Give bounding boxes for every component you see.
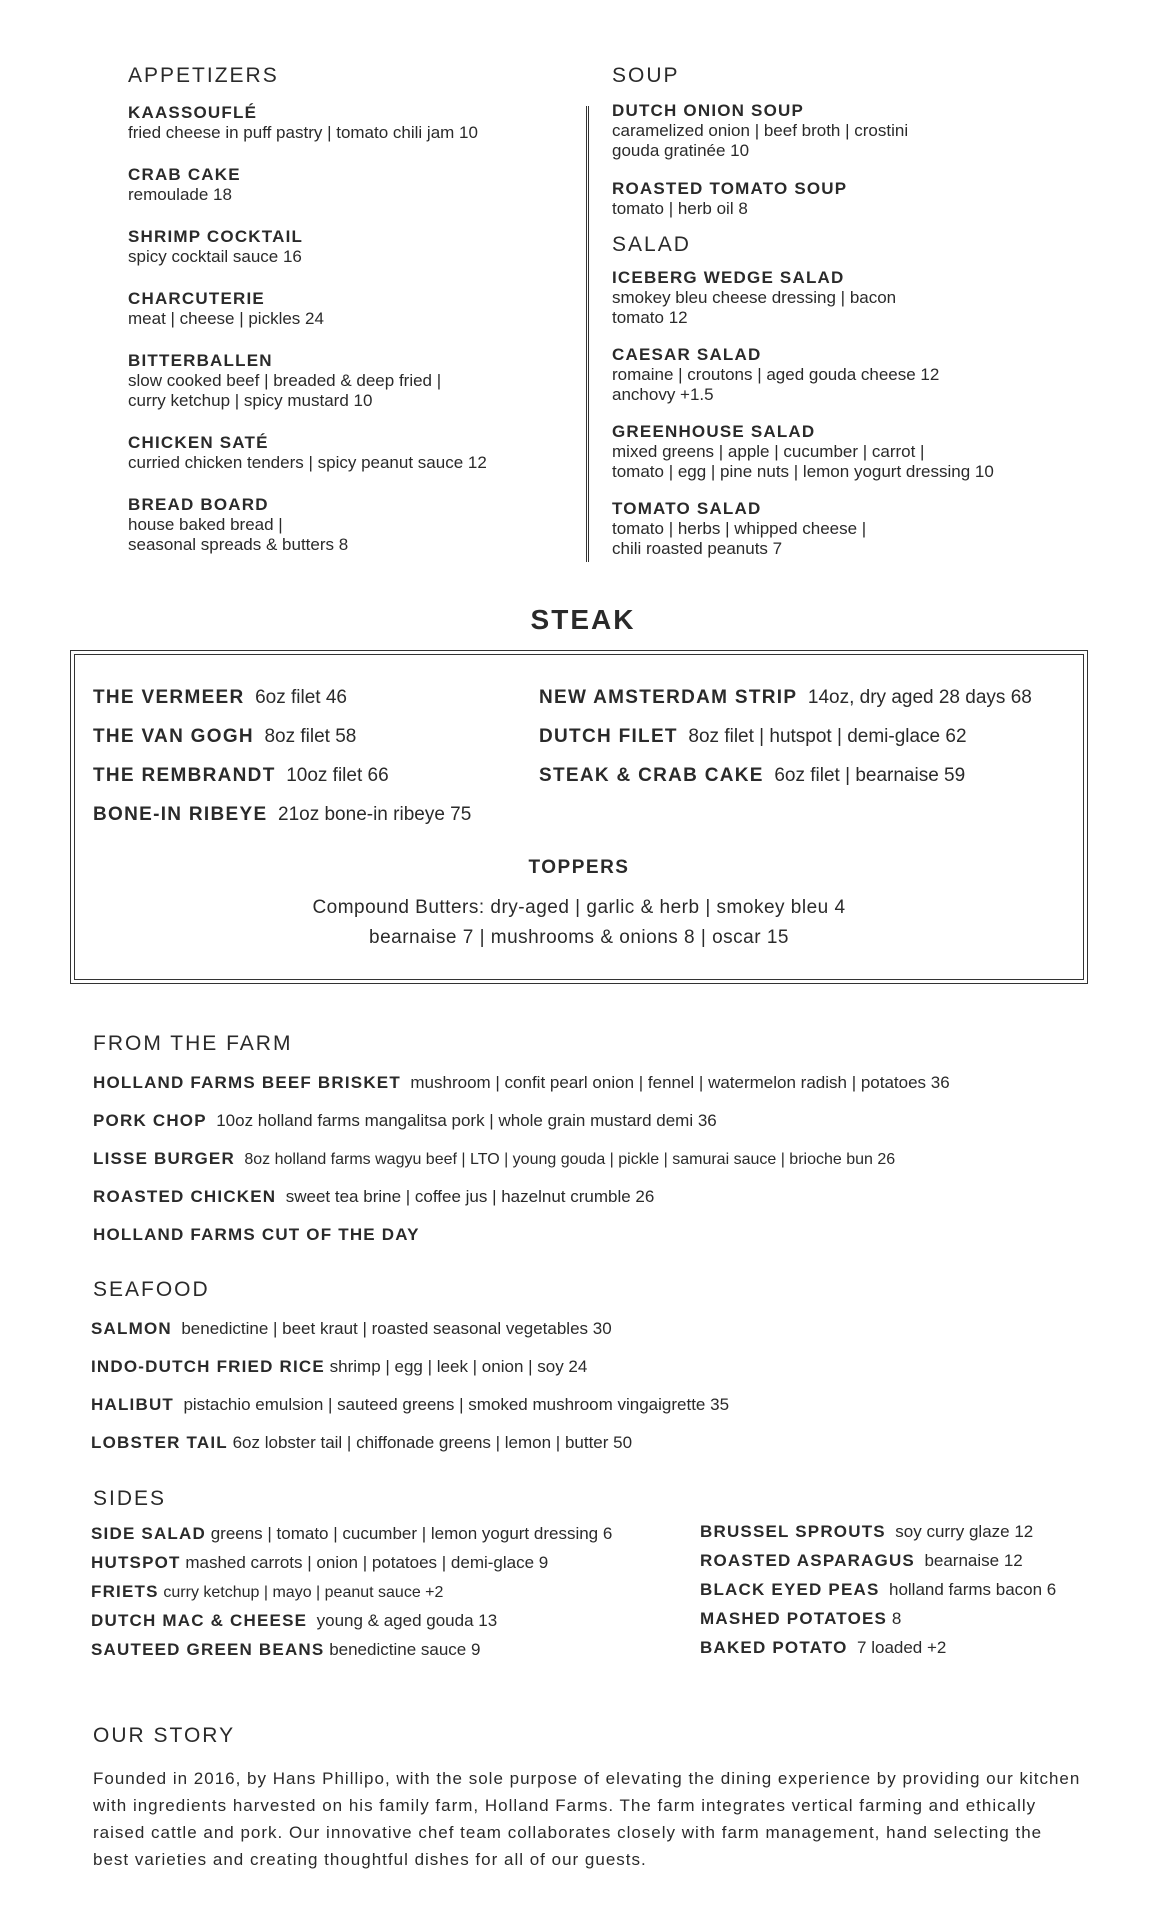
item-desc: slow cooked beef | breaded & deep fried |	[128, 371, 442, 390]
item-desc: 8oz filet | hutspot | demi-glace 62	[688, 726, 967, 747]
item-desc: greens | tomato | cucumber | lemon yogurt dressing 6	[210, 1524, 613, 1543]
item-name: LISSE BURGER	[93, 1149, 235, 1168]
toppers-line: Compound Butters: dry-aged | garlic & herb | smokey bleu 4	[312, 897, 846, 918]
item-desc: romaine | croutons | aged gouda cheese 12	[612, 365, 940, 384]
item-desc: tomato 12	[612, 308, 688, 327]
item-desc: caramelized onion | beef broth | crostini	[612, 121, 909, 140]
side-item	[700, 1609, 901, 1629]
item-name: NEW AMSTERDAM STRIP	[539, 687, 798, 708]
item-desc: tomato | egg | pine nuts | lemon yogurt dressing 10	[612, 462, 994, 481]
steak-item	[93, 687, 347, 709]
sides-heading: SIDES	[93, 1487, 167, 1510]
steak-item	[539, 765, 965, 787]
item-name: BITTERBALLEN	[128, 351, 273, 370]
item-name: DUTCH ONION SOUP	[612, 101, 805, 120]
item-desc: gouda gratinée 10	[612, 141, 750, 160]
item-desc: spicy cocktail sauce 16	[128, 247, 302, 266]
seafood-item	[91, 1319, 612, 1339]
side-item	[700, 1638, 946, 1658]
salad-heading: SALAD	[612, 233, 691, 256]
item-desc: benedictine sauce 9	[329, 1640, 481, 1659]
item-name: STEAK & CRAB CAKE	[539, 765, 764, 786]
item-desc: 6oz filet | bearnaise 59	[774, 765, 966, 786]
steak-box	[70, 650, 1088, 984]
item-name: HALIBUT	[91, 1395, 174, 1414]
farm-item	[93, 1073, 950, 1093]
seafood-item	[91, 1433, 632, 1453]
item-desc: 8oz filet 58	[264, 726, 357, 747]
item-name: THE VAN GOGH	[93, 726, 254, 747]
item-desc: shrimp | egg | leek | onion | soy 24	[329, 1357, 588, 1376]
item-desc: curried chicken tenders | spicy peanut sauce 12	[128, 453, 487, 472]
item-desc: remoulade 18	[128, 185, 232, 204]
seafood-item	[91, 1357, 587, 1377]
item-desc: 10oz holland farms mangalitsa pork | whole grain mustard demi 36	[216, 1111, 717, 1130]
item-desc: seasonal spreads & butters 8	[128, 535, 349, 554]
item-desc: mashed carrots | onion | potatoes | demi-glace 9	[185, 1553, 549, 1572]
appetizers-list	[128, 103, 578, 577]
item-name: ICEBERG WEDGE SALAD	[612, 268, 845, 287]
menu-item	[612, 499, 1082, 559]
side-item	[91, 1582, 443, 1602]
item-desc: bearnaise 12	[924, 1551, 1023, 1570]
item-desc: sweet tea brine | coffee jus | hazelnut crumble 26	[285, 1187, 655, 1206]
salad-list	[612, 268, 1082, 581]
item-desc: smokey bleu cheese dressing | bacon	[612, 288, 897, 307]
item-name: DUTCH MAC & CHEESE	[91, 1611, 308, 1630]
menu-item	[128, 165, 578, 205]
item-name: FRIETS	[91, 1582, 159, 1601]
item-desc: 10oz filet 66	[286, 765, 389, 786]
item-desc: 14oz, dry aged 28 days 68	[807, 687, 1032, 708]
item-name: ROASTED CHICKEN	[93, 1187, 277, 1206]
item-name: BONE-IN RIBEYE	[93, 804, 268, 825]
item-name: LOBSTER TAIL	[91, 1433, 228, 1452]
item-name: BREAD BOARD	[128, 495, 269, 514]
story-text: Founded in 2016, by Hans Phillipo, with the sole purpose of elevating the dining experience by providing our kitchen with ingredients harvested on his family farm, Holland Farms. The farm integrates vertical farming and ethically raised cattle and pork. Our innovative chef team collaborates closely with farm management, hand selecting the best varieties and creating thoughtful dishes for all of our guests.	[93, 1769, 1081, 1869]
item-desc: tomato | herb oil 8	[612, 199, 748, 218]
item-name: PORK CHOP	[93, 1111, 207, 1130]
farm-item	[93, 1111, 717, 1131]
side-item	[91, 1640, 480, 1660]
item-name: SIDE SALAD	[91, 1524, 206, 1543]
item-name: THE REMBRANDT	[93, 765, 276, 786]
side-item	[700, 1580, 1056, 1600]
item-desc: curry ketchup | mayo | peanut sauce +2	[163, 1584, 444, 1601]
farm-heading: FROM THE FARM	[93, 1032, 293, 1055]
item-name: GREENHOUSE SALAD	[612, 422, 816, 441]
item-desc: 8	[891, 1609, 902, 1628]
item-desc: mixed greens | apple | cucumber | carrot |	[612, 442, 925, 461]
seafood-item	[91, 1395, 729, 1415]
item-desc: house baked bread |	[128, 515, 283, 534]
item-name: HOLLAND FARMS CUT OF THE DAY	[93, 1225, 420, 1244]
item-desc: chili roasted peanuts 7	[612, 539, 783, 558]
story-heading: OUR STORY	[93, 1724, 236, 1747]
item-name: CAESAR SALAD	[612, 345, 762, 364]
item-desc: tomato | herbs | whipped cheese |	[612, 519, 867, 538]
menu-item	[612, 268, 1082, 328]
item-desc: 21oz bone-in ribeye 75	[278, 804, 472, 825]
side-item	[91, 1524, 612, 1544]
item-name: BRUSSEL SPROUTS	[700, 1522, 886, 1541]
steak-item	[539, 687, 1032, 709]
item-desc: fried cheese in puff pastry | tomato chili jam 10	[128, 123, 478, 142]
column-divider	[586, 106, 589, 562]
item-desc: pistachio emulsion | sauteed greens | smoked mushroom vingaigrette 35	[183, 1395, 730, 1414]
side-item	[700, 1522, 1033, 1542]
toppers-heading: TOPPERS	[528, 857, 630, 878]
steak-item	[93, 765, 389, 787]
item-name: CHARCUTERIE	[128, 289, 265, 308]
side-item	[700, 1551, 1023, 1571]
side-item	[91, 1553, 548, 1573]
item-name: DUTCH FILET	[539, 726, 678, 747]
item-desc: holland farms bacon 6	[888, 1580, 1057, 1599]
appetizers-heading: APPETIZERS	[128, 64, 279, 87]
menu-item	[612, 101, 1082, 161]
menu-item	[612, 179, 1082, 219]
item-desc: 6oz lobster tail | chiffonade greens | lemon | butter 50	[232, 1433, 633, 1452]
menu-item	[128, 495, 578, 555]
item-name: TOMATO SALAD	[612, 499, 762, 518]
item-desc: benedictine | beet kraut | roasted seasonal vegetables 30	[181, 1319, 612, 1338]
item-desc: 6oz filet 46	[255, 687, 348, 708]
item-desc: 8oz holland farms wagyu beef | LTO | young gouda | pickle | samurai sauce | brioche bun 26	[244, 1151, 896, 1168]
menu-item	[128, 289, 578, 329]
item-name: MASHED POTATOES	[700, 1609, 888, 1628]
steak-heading: STEAK	[530, 604, 636, 635]
farm-item	[93, 1225, 420, 1245]
item-name: ROASTED TOMATO SOUP	[612, 179, 848, 198]
steak-item	[93, 726, 356, 748]
farm-item	[93, 1187, 654, 1207]
toppers-line: bearnaise 7 | mushrooms & onions 8 | oscar 15	[369, 927, 789, 948]
item-desc: young & aged gouda 13	[316, 1611, 498, 1630]
seafood-heading: SEAFOOD	[93, 1278, 210, 1301]
item-name: KAASSOUFLÉ	[128, 103, 258, 122]
item-name: HOLLAND FARMS BEEF BRISKET	[93, 1073, 401, 1092]
item-name: SHRIMP COCKTAIL	[128, 227, 304, 246]
item-desc: mushroom | confit pearl onion | fennel | watermelon radish | potatoes 36	[410, 1073, 950, 1092]
item-name: BAKED POTATO	[700, 1638, 848, 1657]
menu-item	[128, 351, 578, 411]
soup-list	[612, 101, 1082, 241]
item-desc: soy curry glaze 12	[895, 1522, 1034, 1541]
steak-item	[93, 804, 471, 826]
item-name: CRAB CAKE	[128, 165, 241, 184]
item-name: ROASTED ASPARAGUS	[700, 1551, 915, 1570]
menu-item	[612, 345, 1082, 405]
item-desc: meat | cheese | pickles 24	[128, 309, 324, 328]
farm-item	[93, 1149, 895, 1169]
item-name: SALMON	[91, 1319, 172, 1338]
item-name: HUTSPOT	[91, 1553, 181, 1572]
side-item	[91, 1611, 497, 1631]
item-desc: 7 loaded +2	[857, 1638, 947, 1657]
item-name: CHICKEN SATÉ	[128, 433, 269, 452]
menu-item	[128, 433, 578, 473]
item-desc: anchovy +1.5	[612, 385, 714, 404]
menu-item	[128, 103, 578, 143]
item-name: SAUTEED GREEN BEANS	[91, 1640, 325, 1659]
menu-item	[612, 422, 1082, 482]
item-desc: curry ketchup | spicy mustard 10	[128, 391, 373, 410]
steak-item	[539, 726, 967, 748]
item-name: THE VERMEER	[93, 687, 245, 708]
menu-item	[128, 227, 578, 267]
item-name: BLACK EYED PEAS	[700, 1580, 880, 1599]
soup-heading: SOUP	[612, 64, 680, 87]
item-name: INDO-DUTCH FRIED RICE	[91, 1357, 325, 1376]
